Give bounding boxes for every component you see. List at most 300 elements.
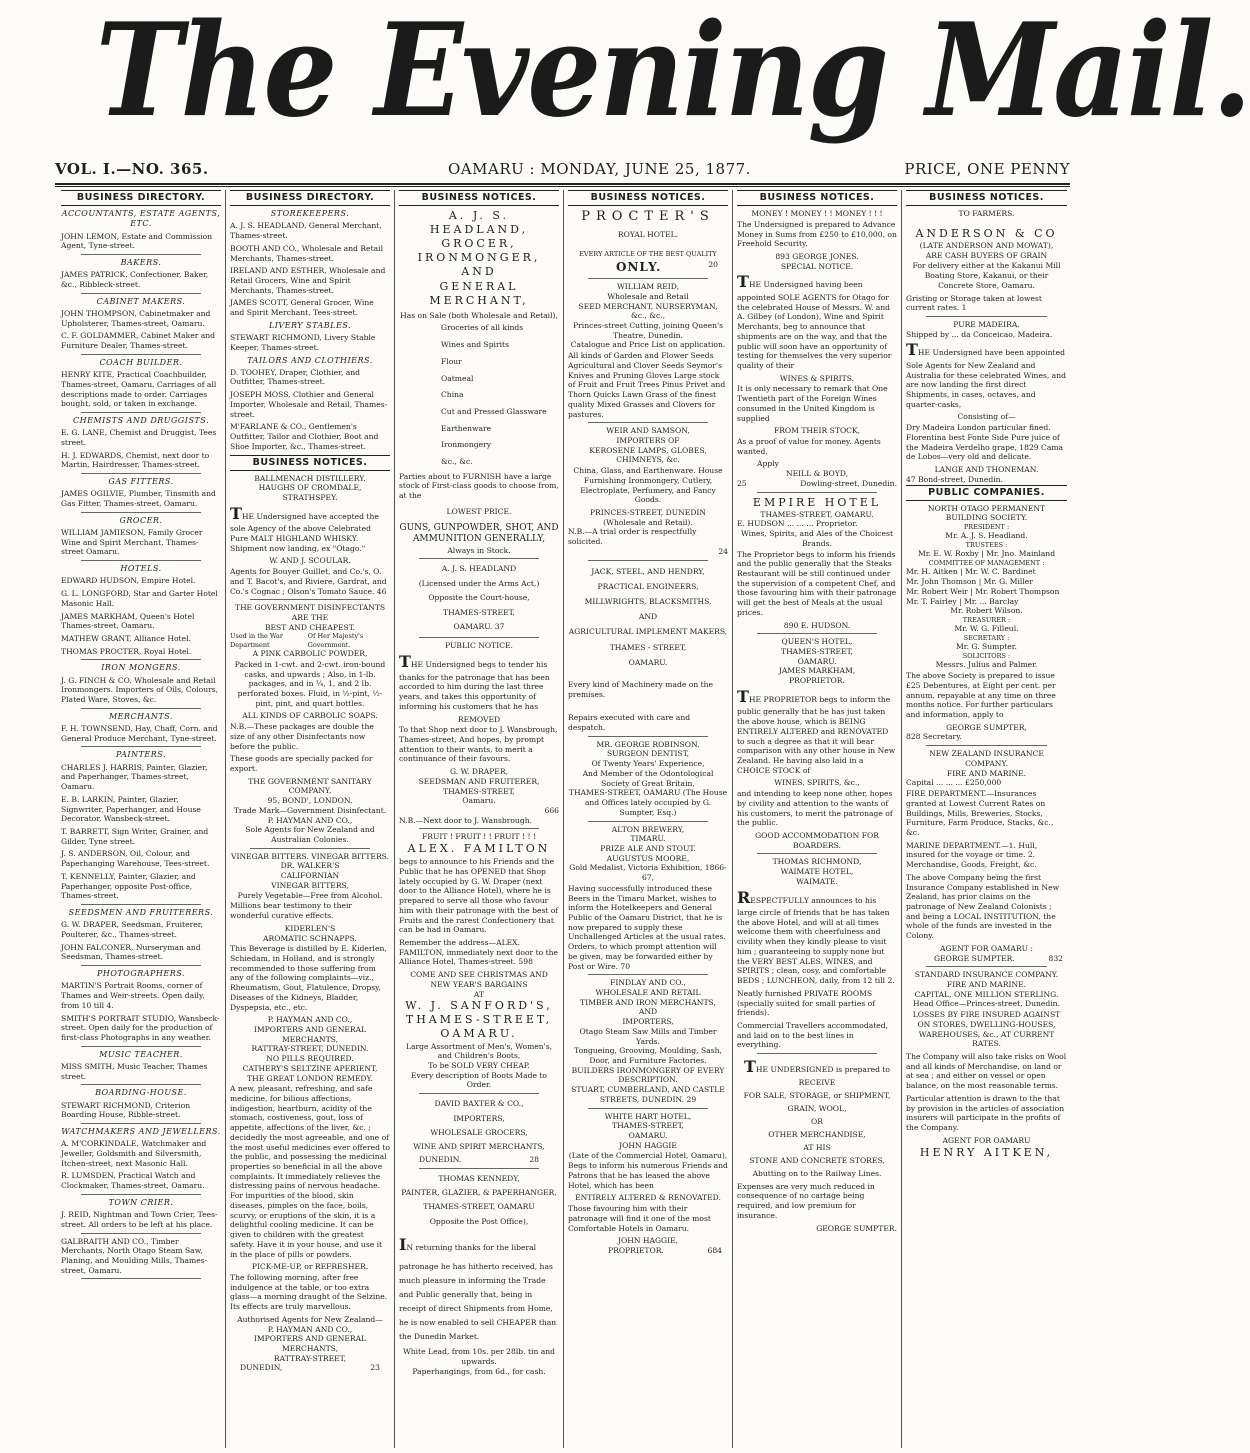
divider [81,512,201,513]
ad-body: The above Society is prepared to issue £25 Debentures, at Eight per cent. per annum, repayable at any time on three months notice. For further particulars and information, apply to [906,671,1056,720]
ad-heading: COME AND SEE CHRISTMAS AND NEW YEAR'S BARGAINS [410,970,548,989]
text-line: Earthenware [441,423,492,433]
text-line: AND [638,612,658,622]
directory-entry: G. L. LONGFORD, Star and Garter Hotel Masonic Hall. [61,589,218,608]
weir-block [568,426,728,465]
sanford-block [399,999,559,1041]
directory-entry: J. S. ANDERSON, Oil, Colour, and Paperhanging Warehouse, Tees-street. [61,849,210,869]
ad-body: The above Company being the first Insurance Company established in New Zealand, has prior claims on the patronage of New Zealand Colonists ; and being a LOCAL INSTITUTION, the whole of the funds are invested in the Colony. [906,872,1060,941]
text-line: JACK, STEEL, AND HENDRY, [591,566,705,576]
ad-body: Messrs. Julius and Palmer. [935,660,1038,670]
text-line: TIMARU. [630,834,666,844]
ad-body: For delivery either at the Kakanui Mill Boating Store, Kakanui, or their Concrete Store, Oamaru. [912,261,1061,290]
text-line: WHOLESALE AND RETAIL [595,988,701,998]
masthead [0,0,1250,148]
text-line: IMPORTERS OF [616,435,680,445]
ad-body: Authorised Agents for New Zealand— [237,1314,383,1324]
directory-entry: J. REID, Nightman and Town Crier, Tees-street. All orders to be left at his place. [61,1210,218,1229]
only-row [568,258,728,275]
ad-body: Dowling-street, Dunedin. [800,478,897,488]
divider [926,966,1047,967]
directory-entry: STEWART RICHMOND, Criterion Boarding House, Ribble-street. [61,1100,191,1120]
ad-body: Mr. G. Sumpter. [956,642,1017,652]
text-line: FINDLAY AND CO., [610,978,686,988]
divider [588,974,708,975]
list-tailors [230,368,390,452]
category-heading: LIVERY STABLES. [268,320,352,330]
ad-body: Mr. H. Aitken | Mr. W. C. Bardinet [906,567,1036,577]
masthead-title: The Evening Mail. [95,0,1250,146]
text-line: GENERAL MERCHANT, [429,279,529,307]
ad-body: Mr. A. J. S. Headland. [945,531,1028,541]
text-line: OR [811,1117,823,1127]
text-line: THAMES-STREET, OAMARU [423,1202,535,1212]
ad-body: Neatly furnished PRIVATE ROOMS (specially suited for small parties of friends). [737,988,876,1018]
ad-body: Capital ... ... ... £250,000 [906,778,1002,788]
directory-entry: J. G. FINCH & CO. Wholesale and Retail Ironmongers. Importers of Oils, Colours, Plated Ware, Stoves, &c. [61,675,219,705]
text-line: OAMARU. 37 [453,622,505,632]
category-heading: SEEDSMEN AND FRUITERERS. [68,908,214,918]
building-block [906,504,1067,523]
directory-entry: JAMES PATRICK, Confectioner, Baker, &c., Ribbleck-street. [61,270,209,290]
ad-heading: PUBLIC NOTICE. [445,641,513,651]
ad-heading: FRUIT ! FRUIT ! ! FRUIT ! ! ! [422,832,536,842]
top-rule [55,183,1070,187]
ad-body: Mr. Robert Weir | Mr. Robert Thompson [906,586,1060,596]
text-line: JOHN HAGGIE [619,1140,677,1150]
label: TRUSTEES : [965,541,1008,550]
category-heading: IRON MONGERS. [101,663,181,673]
text-line: THAMES-STREET, [443,786,515,796]
text-line: PAINTER, GLAZIER, & PAPERHANGER, [401,1187,557,1197]
queens-block [737,637,897,686]
text-line: Ironmongery [441,440,492,450]
text-line: Flour [441,356,462,366]
category-heading: CABINET MAKERS. [96,296,186,306]
directory-entry: JAMES MARKHAM, Queen's Hotel Thames-street, Oamaru. [61,611,195,631]
directory-entry: SMITH'S PORTRAIT STUDIO, Wansbeck-street. Open daily for the production of first-class Photographs in any weather. [61,1013,220,1042]
divider [81,904,201,905]
ad-body: RESPECTFULLY announces to his large circle of friends that he has taken the above Hotel, and will at all times welcome them with cheerfulness and civility when they kindly please to visit him ; guaranteeing to supply none but the VERY BEST ALES, WINES, and SPIRITS ; clean, cosy, and comfortable BEDS ; LUNCHEON, daily, from 12 till 2. [737,887,895,986]
text-line: HAUGHS OF CROMDALE, [258,483,362,493]
ad-body: EVERY ARTICLE OF THE BEST QUALITY [579,249,717,258]
column-3 [395,190,564,1448]
label: COMMITTEE OF MANAGEMENT : [928,559,1045,568]
ad-heading: SPECIAL NOTICE. [780,261,854,271]
ad-body: THE Undersigned begs to tender his thanks for the patronage that has been accorded to him during the last three years, and takes this opportunity of informing his customers that he has [399,652,550,711]
ad-body: AGENT FOR OAMARU [942,1135,1031,1145]
ad-body: To that Shop next door to J. Wansbrough, Thames-street, And hopes, by prompt attention to their wants, to merit a continuance of their favours. [399,725,558,764]
apply-row [737,479,897,489]
ad-body: N.B.—A trial order is respectfully solicited. [568,527,697,547]
ad-heading: NO PILLS REQUIRED. [266,1054,354,1064]
ad-number: 20 [708,259,718,269]
text-line: THOMAS KENNEDY, [438,1173,520,1183]
divider [81,708,201,709]
divider [81,412,201,413]
ad-body: Agents for Bouyer Guillet, and Co.'s, O. and T. Bacot's, and Riviere, Gardrat, and Co.'s Cognac ; Olson's Tomato Sauce. 46 [230,567,387,596]
ad-body: Commercial Travellers accommodated, and laid on to the best lines in everything. [737,1020,889,1050]
text-line: THOMAS RICHMOND, [772,857,862,867]
ad-body: A new, pleasant, refreshing, and safe medicine, for bilious affections, indigestion, heartburn, acidity of the stomach, costiveness, gout, loss of appetite, affections of the liver, &c. ; decidedly the most agreeable, and one of the most useful medicines ever offered to the public, and possessing the medicinal properties so beneficial in all the above complaints. It immediately relieves the distressing pains of nervous headache. For impurities of the blood, skin diseases, pimples on the face, boils, scurvy, or eruptions of the skin, it is a delightful cooling medicine. It can be given to children with the greatest safety. Have it in your house, and use it in the place of pills or powders. [230,1084,390,1259]
ad-body: Mr. Robert Wilson. [950,606,1023,616]
divider [926,316,1047,317]
haggie-row [568,1246,728,1256]
directory-entry: D. TOOHEY, Draper, Clothier, and Outfitter, Thames-street. [230,367,360,387]
ad-body: Shipped by ... da Conceicao, Madeira. [906,329,1053,339]
ad-body: Always in Stock. [447,545,511,555]
ad-body: Repairs executed with care and despatch. [568,713,691,733]
divider [588,736,708,737]
waimate-block [737,857,897,886]
ad-signature: GEORGE SUMPTER, [946,722,1027,732]
directory-entry: MARTIN'S Portrait Rooms, corner of Thames and Weir-streets. Open daily, from 10 till 4. [61,981,205,1010]
ad-body: Remember the address—ALEX. FAMILTON, immediately next door to the Alliance Hotel, Thames-street. 598 [399,938,559,967]
text-line: 95, BOND', LONDON. [267,796,353,806]
nzins-block [906,749,1067,768]
dunedin-row [230,1363,390,1373]
vinegar-ad [230,852,390,901]
jack-block [568,564,728,670]
text-line: Oatmeal [441,373,474,383]
reid-block [568,282,728,340]
divider [757,853,877,854]
divider [81,746,201,747]
directory-entry: C. F. GOLDAMMER, Cabinet Maker and Furniture Dealer, Thames-street. [61,331,216,351]
divider [588,560,708,561]
text-line: Oamaru. [462,796,496,806]
divider [419,1168,539,1169]
text-line: Princes-street Cutting, joining Queen's Theatre, Dunedin. [573,321,723,340]
place-name: DUNEDIN. [419,1154,462,1164]
text-line: Opposite the Post Office), [429,1216,529,1226]
label: SOLICITORS : [962,652,1011,661]
ad-heading: LOSSES BY FIRE INSURED AGAINST ON STORES, DWELLING-HOUSES, WAREHOUSES, &c., AT CURRENT RATES. [912,1010,1061,1049]
category-heading: GAS FITTERS. [108,477,174,487]
text-line: W. J. SANFORD'S, [405,999,553,1013]
text-line: BALLMENACH DISTILLERY. [254,473,366,483]
directory-entry: JOSEPH MOSS, Clothier and General Importer, Wholesale and Retail, Thames-street. [230,390,388,419]
text-line: PROPRIETOR. [789,676,845,686]
column-4 [564,190,733,1448]
text-line: DAVID BAXTER & CO., [434,1099,524,1109]
directory-entry: T. KENNELLY, Painter, Glazier, and Paperhanger, opposite Post-office, Thames-street. [61,871,196,901]
text-line: Gold Medalist, Victoria Exhibition, 1866-67, [569,863,727,883]
ad-body: Sole Agents for New Zealand and Australian Colonies. [245,825,375,845]
ad-number: 832 [1048,953,1063,963]
text-line: ALTON BREWERY, [611,824,685,834]
directory-entry: IRELAND AND ESTHER, Wholesale and Retail Grocers, Wine and Spirit Merchants, Thames-street. [230,266,386,295]
headland-ad [399,209,559,308]
ad-body: CAPITAL, ONE MILLION STERLING. [914,989,1059,999]
issue-price: PRICE, ONE PENNY [904,160,1070,178]
label: PRESIDENT : [963,523,1010,532]
ad-body: Wines, Spirits, and Ales of the Choicest Brands. [741,529,893,548]
disinfectant-ad [230,603,390,632]
ad-body: And Member of the Odontological Society of Great Britain, [582,768,714,788]
issue-date: OAMARU : MONDAY, JUNE 25, 1877. [448,160,751,178]
ad-heading: TO FARMERS. [958,209,1015,219]
ad-body: Begs to inform his numerous Friends and Patrons that he has leased the above Hotel, which has been [568,1161,728,1190]
text-line: CALIFORNIAN [280,871,340,881]
ad-body: Catalogue and Price List on application. [570,340,726,350]
ad-body: Every description of Boots Made to Order. [410,1070,548,1090]
text-line: Wines and Spirits [441,340,509,350]
text-line: Opposite the Court-house, [428,593,530,603]
directory-entry: R. LUMSDEN, Practical Watch and Clockmaker, Thames-street, Oamaru. [61,1171,205,1191]
ad-heading: ARE CASH BUYERS OF GRAIN [925,250,1048,260]
ad-heading: PRIZE ALE AND STOUT. [600,843,696,853]
ad-signature: 890 E. HUDSON. [783,620,851,630]
text-line: GROCER, IRONMONGER, AND [417,237,541,279]
ad-body: To be SOLD VERY CHEAP. [428,1060,530,1070]
divider [250,848,370,849]
text-line: VINEGAR BITTERS, [271,880,349,890]
column-header: BUSINESS NOTICES. [568,190,728,206]
text-line: QUEEN'S HOTEL, [781,637,853,647]
column-5 [733,190,902,1448]
ad-body: Mr. W. G. Filleul. [954,624,1019,634]
ad-signature: HENRY AITKEN, [919,1145,1054,1159]
directory-entry: F. H. TOWNSEND, Hay, Chaff, Corn. and General Produce Merchant, Tyne-street. [61,724,218,743]
ad-signature: 893 GEORGE JONES. [775,252,859,262]
column-header: BUSINESS NOTICES. [737,190,897,206]
directory-entry: JAMES SCOTT, General Grocer, Wine and Spirit Merchant, Tees-street. [230,298,374,318]
column-header: BUSINESS NOTICES. [906,190,1067,206]
category-heading: ACCOUNTANTS, ESTATE AGENTS, ETC. [61,209,221,229]
hayman-block [230,1015,390,1054]
text-line: KEROSENE LAMPS, GLOBES, CHIMNEYS, &c. [589,445,707,465]
ad-body: IN returning thanks for the liberal patronage he has hitherto received, has much pleasure in informing the Trade and Public generally that, being in receipt of direct Shipments from Home, he is now enabled to sell CHEAPER than the Dunedin Market. [399,1235,557,1342]
ad-body: FIRE DEPARTMENT.—Insurances granted at Lowest Current Rates on Buildings, Mills, Breweries, Stocks, Furniture, Farm Produce, Stacks, &c., &c. [906,789,1054,837]
column-1 [57,190,226,1448]
ad-body: THE Undersigned have been appointed Sole Agents for New Zealand and Australia for these celebrated Wines, and are now landing the first direct Shipments, in cases, octaves, and quarter-casks, [906,340,1066,409]
ad-heading: FIRE AND MARINE. [946,980,1027,990]
ad-number: 684 [707,1245,722,1255]
ad-body: Millions bear testimony to their wonderful curative effects. [230,901,353,921]
sanitary-ad [230,777,390,816]
text-line: NORTH OTAGO PERMANENT [927,503,1046,513]
ad-body: The Undersigned is prepared to Advance Money in Sums from £250 to £10,000, on Freehold Security. [737,219,897,249]
text-line: AROMATIC SCHNAPPS. [263,933,357,943]
dateline [55,160,1070,182]
text-line: A. J. S. HEADLAND, [429,209,529,237]
list-livery [230,333,390,352]
ad-body: E. HUDSON ... ... ... Proprietor. [737,519,858,529]
divider [81,560,201,561]
directory-entry: T. BARRETT, Sign Writer, Grainer, and Gilder, Tyne street. [61,827,209,846]
label: SECRETARY : [963,634,1010,643]
directory-entry: THOMAS PROCTER, Royal Hotel. [61,646,192,656]
text-line: AGRICULTURAL IMPLEMENT MAKERS, [568,627,728,637]
column-2 [226,190,395,1448]
ad-heading: LOWEST PRICE. [446,506,512,516]
directory-entry: A. M'CORKINDALE, Watchmaker and Jeweller, Goldsmith and Silversmith, Itchen-street, next Masonic Hall. [61,1139,207,1168]
ad-body: THE Undersigned having been appointed SOLE AGENTS for Otago for the celebrated House of Messrs. W. and A. Gilbey (of London), Wine and Spirit Merchants, beg to announce that shipments are on the way, and that the public will soon have an opportunity of testing for themselves the very superior quality of their [737,272,892,370]
ad-number: 24 [718,546,728,556]
divider [419,1093,539,1094]
divider [81,1046,201,1047]
hayman-block [230,1325,390,1364]
text-line: NEW ZEALAND INSURANCE [929,749,1044,759]
divider [81,1278,201,1279]
ad-heading: ROYAL HOTEL. [617,229,679,239]
white-hart-block [568,1112,728,1161]
directory-entry: MATHEW GRANT, Alliance Hotel. [61,633,191,643]
ad-body: This Beverage is distilled by E. Kiderlen, Schiedam, in Holland, and is strongly recommended to those suffering from any of the following complaints—viz., Rheumatism, Gout, Flatulence, Dropsy, Diseases of the Kidneys, Bladder, Dyspepsia, etc., etc. [230,944,387,1012]
volume-number: VOL. I.—NO. 365. [55,160,209,178]
ad-body: Apply [757,459,779,469]
ad-body: THE PROPRIETOR begs to inform the public generally that he has just taken the above house, which is BEING ENTIRELY ALTERED and RENOVATED to such a degree as that it will bear comparison with any other house in New Zealand. He having also laid in a CHOICE STOCK of [737,686,896,775]
category-heading: TAILORS AND CLOTHIERS. [247,355,373,365]
category-heading: TOWN CRIER. [108,1197,174,1207]
label: TREASURER : [962,616,1011,625]
directory-entry: A. J. S. HEADLAND, General Merchant, Thames-street. [230,221,382,241]
ad-body: N.B.—Next door to J. Wansbrough. [399,815,532,825]
directory-entry: CHARLES J. HARRIS, Painter, Glazier, and Paperhanger, Thames-street, Oamaru. [61,762,208,792]
ad-body: Mr. T. Fairley | Mr. ... Barclay [906,596,1019,606]
place-name: DUNEDIN, [240,1363,283,1373]
directory-entry: JOHN LEMON, Estate and Commission Agent, Tyne-street. [61,231,213,251]
ad-heading: EMPIRE HOTEL [752,495,882,509]
divider [81,1123,201,1124]
text-line: WILLIAM REID, [616,282,680,292]
ad-body: and intending to keep none other, hopes by civility and attention to the wants of his customers, to merit the patronage of the public. [737,789,893,828]
text-line: MR. GEORGE ROBINSON, [596,739,700,749]
ad-body: (LATE ANDERSON AND MOWAT), [919,240,1054,250]
ad-signature: W. AND J. SCOULAR. [269,556,351,566]
category-heading: BAKERS. [120,258,162,268]
directory-entry: E. B. LARKIN, Painter, Glazier, Signwriter, Paperhanger, and House Decorator, Wansbeck-street. [61,794,201,824]
text-line: AND [638,1007,658,1017]
text-line: GRAIN, WOOL, [787,1104,847,1114]
headland-block [399,562,559,634]
ad-heading: ENTIRELY ALTERED & RENOVATED. [575,1193,721,1203]
text-line: SURGEON DENTIST, [606,749,690,759]
divider [757,633,877,634]
directory-entry: JOHN THOMPSON, Cabinetmaker and Upholsterer, Thames-street, Oamaru. [61,308,211,328]
ad-number: 28 [529,1154,539,1164]
directory-entry: E. G. LANE, Chemist and Druggist, Tees street. [61,428,217,447]
text-line: &c., &c. [441,457,473,467]
text-line: WAIMATE HOTEL, [780,867,854,877]
disinfect-gov: Of Her Majesty's Government. [307,632,364,649]
text-line: WHITE HART HOTEL, [604,1111,692,1121]
directory-entry: H. J. EDWARDS, Chemist, next door to Martin, Hairdresser, Thames-street. [61,450,210,470]
ad-signature: JOHN HAGGIE, [617,1236,679,1246]
divider [757,1053,877,1054]
text-line: IMPORTERS AND GENERAL MERCHANTS, [253,1024,367,1044]
ad-signature: LANGE AND THONEMAN. [934,465,1039,475]
ad-body: Large Assortment of Men's, Women's, and Children's Boots, [405,1041,553,1061]
directory-entry: EDWARD HUDSON, Empire Hotel. [61,576,196,586]
ad-body: PROPRIETOR. [608,1245,664,1255]
ad-signature: GEORGE SUMPTER. [816,1223,897,1233]
text-line: THAMES-STREET, [781,647,853,657]
category-heading: BOARDING-HOUSE. [95,1088,187,1098]
text-line: COMPANY. [965,758,1008,768]
ad-body: The following morning, after free indulgence at the table, or too extra glass—a morning draught of the Selzine. Its effects are truly marvellous. [230,1272,388,1312]
disinfect-used: Used in the War Department [230,632,284,649]
category-heading: COACH BUILDER. [99,357,183,367]
text-line: FOR SALE, STORAGE, or SHIPMENT, [743,1091,891,1101]
text-line: KIDERLEN'S [284,923,336,933]
category-heading: HOTELS. [120,564,162,574]
findlay-block [568,978,728,1046]
text-line: WINE AND SPIRIT MERCHANTS, [413,1142,545,1152]
ad-body: Every kind of Machinery made on the premises. [568,679,714,699]
ad-heading: ALL KINDS OF CARBOLIC SOAPS. [242,711,378,721]
text-line: Trade Mark—Government Disinfectant. [233,805,387,815]
seltzine-ad [230,1064,390,1083]
ad-heading: ALEX. FAMILTON [407,842,551,856]
directory-entry: WILLIAM JAMIESON, Family Grocer Wine and Spirit Merchant, Thames-street Oamaru. [61,527,203,557]
ad-heading: GUNS, GUNPOWDER, SHOT, AND AMMUNITION GENERALLY, [399,522,559,545]
ad-heading: BUILDERS IRONMONGERY OF EVERY DESCRIPTION. [571,1065,725,1085]
column-6 [902,190,1071,1448]
divider [81,659,201,660]
ad-body: Consisting of— [957,412,1016,422]
ad-body: Dry Madeira London particular fined. Florentina best Fonte Side Pure juice of the Madeira Verdelho grape, 1829 Cama de Lobos—very old and delicate. [906,423,1064,462]
ad-heading: STANDARD INSURANCE COMPANY. [914,970,1059,980]
newspaper-columns [57,190,1072,1448]
text-line: THAMES - STREET, [609,642,687,652]
divider [588,422,708,423]
ad-heading: P. HAYMAN AND CO., [267,815,353,825]
text-line: Of Twenty Years' Experience, [591,759,705,769]
divider [588,821,708,822]
ad-body: THE Undersigned have accepted the sole Agency of the above Celebrated Pure MALT HIGHLAND WHISKY. Shipment now landing, ex "Otago." [230,503,379,553]
ad-heading: WINES & SPIRITS. [779,373,855,383]
category-heading: WATCHMAKERS AND JEWELLERS. [61,1127,221,1137]
divider [419,828,539,829]
text-line: IMPORTERS AND GENERAL MERCHANTS, [253,1334,367,1353]
text-line: TIMBER AND IRON MERCHANTS, [580,997,716,1007]
text-line: (Late of the Commercial Hotel, Oamaru), [568,1150,728,1160]
draper-block [399,767,559,806]
category-heading: MUSIC TEACHER. [99,1049,183,1059]
directory-entry: BOOTH AND CO., Wholesale and Retail Merchants, Thames-street. [230,243,384,263]
directory-entry: GALBRAITH AND CO., Timber Merchants, North Otago Steam Saw, Planing, and Moulding Mills, Thames-street, Oamaru. [61,1236,208,1275]
ad-body: Head Office—Princes-street, Dunedin. [913,999,1060,1009]
moore-block [568,854,728,883]
ad-heading: WINES, SPIRITS, &c., [774,778,860,788]
ad-heading: PURE MADEIRA. [953,319,1020,329]
text-line: Groceries of all kinds [441,323,524,333]
text-line: OAMARU. [628,657,668,667]
ad-body: The Proprietor begs to inform his friends and the public generally that the Steaks Restaurant will be still continued under the supervision of a competent Chef, and those favouring him with their patronage will get the best of Meals at the usual prices. [737,549,897,617]
ad-body: begs to announce to his Friends and the Public that he has OPENED that Shop lately occupied by G. W. Draper (next door to the Alliance Hotel), where he is prepared to serve all those who favour him with their patronage with the best of Fruits and the rarest Confectionery that can be had in Oamaru. [399,857,559,935]
text-line: BEST AND CHEAPEST. [264,622,356,632]
text-line: AUGUSTUS MOORE, [606,853,690,863]
ad-body: It is only necessary to remark that One Twentieth part of the Foreign Wines consumed in the United Kingdom is supplied [737,384,888,423]
ad-body: As a proof of value for money. Agents wanted. [737,437,881,456]
ad-body: These goods are specially packed for export. [230,754,373,774]
text-line: A. J. S. HEADLAND [441,564,517,574]
category-heading: PHOTOGRAPHERS. [97,969,185,979]
text-line: OAMARU. [797,656,837,666]
directory-entry: STEWART RICHMOND, Livery Stable Keeper, Thames-street. [230,333,376,352]
text-line: Abutting on to the Railway Lines. [752,1168,882,1178]
ad-body: THAMES-STREET, OAMARU. [760,509,874,519]
text-line: WAIMATE. [796,876,838,886]
divider [588,1108,708,1109]
text-line: P. HAYMAN AND CO., [267,1015,353,1025]
category-heading: STOREKEEPERS. [270,209,350,219]
divider [81,1084,201,1085]
directory-entry: MISS SMITH, Music Teacher, Thames street. [61,1061,208,1081]
text-line: Purely Vegetable—Free from Alcohol. [237,890,383,900]
